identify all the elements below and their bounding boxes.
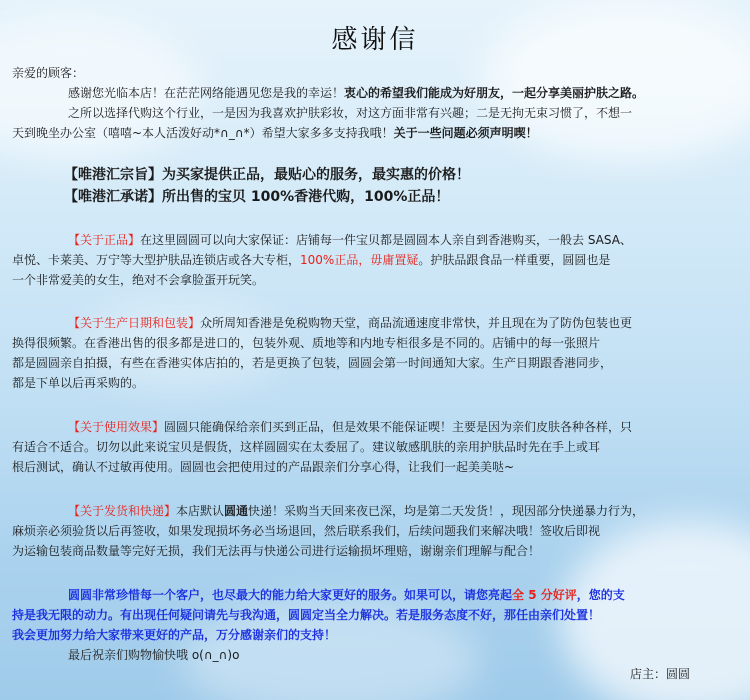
section-text: 圆圆只能确保给亲们买到正品，但是效果不能保证喫！主要是因为亲们皮肤各种各样，只 xyxy=(164,420,633,434)
section-effect-line-3: 根后测试，确认不过敏再使用。圆圆也会把使用过的产品跟亲们分享心得，让我们一起美美哒~ xyxy=(12,460,515,474)
authentic-highlight: 100%正品，毋庸置疑 xyxy=(300,253,419,267)
section-date-line-2: 换得很频繁。在香港出售的很多都是进口的，包装外观、质地等和内地专柜很多是不同的。店铺中的每一张照片 xyxy=(12,336,601,350)
closing-wish: 最后祝亲们购物愉快哦 o(∩_∩)o xyxy=(68,648,240,662)
signature: 店主：圆圆 xyxy=(630,667,691,681)
section-shipping-line-3: 为运输包装商品数量等完好无损，我们无法再与快递公司进行运输损坏理赔，谢谢亲们理解与配合！ xyxy=(12,544,541,558)
slogan-promise: 【唯港汇承诺】所出售的宝贝 100%香港代购，100%正品！ xyxy=(64,189,450,205)
section-label: 【关于生产日期和包装】 xyxy=(68,316,201,330)
section-date-line-3: 都是圆圆亲自拍摄，有些在香港实体店拍的，若是更换了包装，圆圆会第一时间通知大家。生产日期跟香港同步， xyxy=(12,356,613,370)
closing-line-3: 我会更加努力给大家带来更好的产品，万分感谢亲们的支持！ xyxy=(12,628,337,642)
greeting: 亲爱的顾客： xyxy=(12,66,85,80)
page-title: 感谢信 xyxy=(331,25,419,55)
intro-text: 感谢您光临本店！在茫茫网络能遇见您是我的幸运！ xyxy=(68,86,345,100)
closing-text: ，您的支 xyxy=(576,588,625,602)
section-text: 在这里圆圆可以向大家保证：店铺每一件宝贝都是圆圆本人亲自到香港购买，一般去 SASA、 xyxy=(140,233,632,247)
section-text: 。护肤品跟食品一样重要，圆圆也是 xyxy=(418,253,611,267)
intro-highlight: 关于一些问题必须声明喫！ xyxy=(393,126,538,140)
section-text: 本店默认 xyxy=(176,504,225,518)
intro-line-2: 之所以选择代购这个行业，一是因为我喜欢护肤彩妆，对这方面非常有兴趣；二是无拘无束习惯了，不想一 xyxy=(68,106,633,120)
closing-text: 圆圆非常珍惜每一个客户，也尽最大的能力给大家更好的服务。如果可以，请您亮起 xyxy=(68,588,513,602)
intro-line-3 xyxy=(12,123,740,143)
section-label: 【关于使用效果】 xyxy=(68,420,165,434)
section-label: 【关于发货和快递】 xyxy=(68,504,177,518)
closing-line-1 xyxy=(12,585,740,605)
section-authentic-line-1 xyxy=(12,230,740,250)
courier-name: 圆通 xyxy=(224,504,249,518)
intro-text: 天到晚坐办公室（嘻嘻~本人活泼好动*∩_∩*）希望大家多多支持我哦！ xyxy=(12,126,394,140)
section-label: 【关于正品】 xyxy=(68,233,141,247)
slogan-tenet: 【唯港汇宗旨】为买家提供正品，最贴心的服务，最实惠的价格！ xyxy=(64,167,470,183)
section-shipping-line-2: 麻烦亲必须验货以后再签收，如果发现损坏务必当场退回，然后联系我们，后续问题我们来解决哦！签收后即视 xyxy=(12,524,601,538)
closing-line-2: 持是我无限的动力。有出现任何疑问请先与我沟通，圆圆定当全力解决。若是服务态度不好，那任由亲们处置！ xyxy=(12,608,601,622)
section-text: 快递！采购当天回来夜已深，均是第二天发货！，现因部分快递暴力行为， xyxy=(248,504,645,518)
section-date-line-1 xyxy=(12,313,740,333)
rating-highlight: 全 5 分好评 xyxy=(512,588,577,602)
section-date-line-4: 都是下单以后再采购的。 xyxy=(12,376,145,390)
intro-highlight: 衷心的希望我们能成为好朋友，一起分享美丽护肤之路。 xyxy=(344,86,645,100)
section-authentic-line-2 xyxy=(12,250,740,270)
section-authentic-line-3: 一个非常爱美的女生，绝对不会拿脸蛋开玩笑。 xyxy=(12,273,265,287)
section-effect-line-1 xyxy=(12,417,740,437)
section-shipping-line-1 xyxy=(12,501,740,521)
section-text: 众所周知香港是免税购物天堂，商品流通速度非常快，并且现在为了防伪包装也更 xyxy=(200,316,633,330)
section-text: 卓悦、卡莱美、万宁等大型护肤品连锁店或各大专柜， xyxy=(12,253,301,267)
intro-line-1 xyxy=(12,83,740,103)
section-effect-line-2: 有适合不适合。切勿以此来说宝贝是假货，这样圆圆实在太委屈了。建议敏感肌肤的亲用护肤品时先在手上或耳 xyxy=(12,440,601,454)
